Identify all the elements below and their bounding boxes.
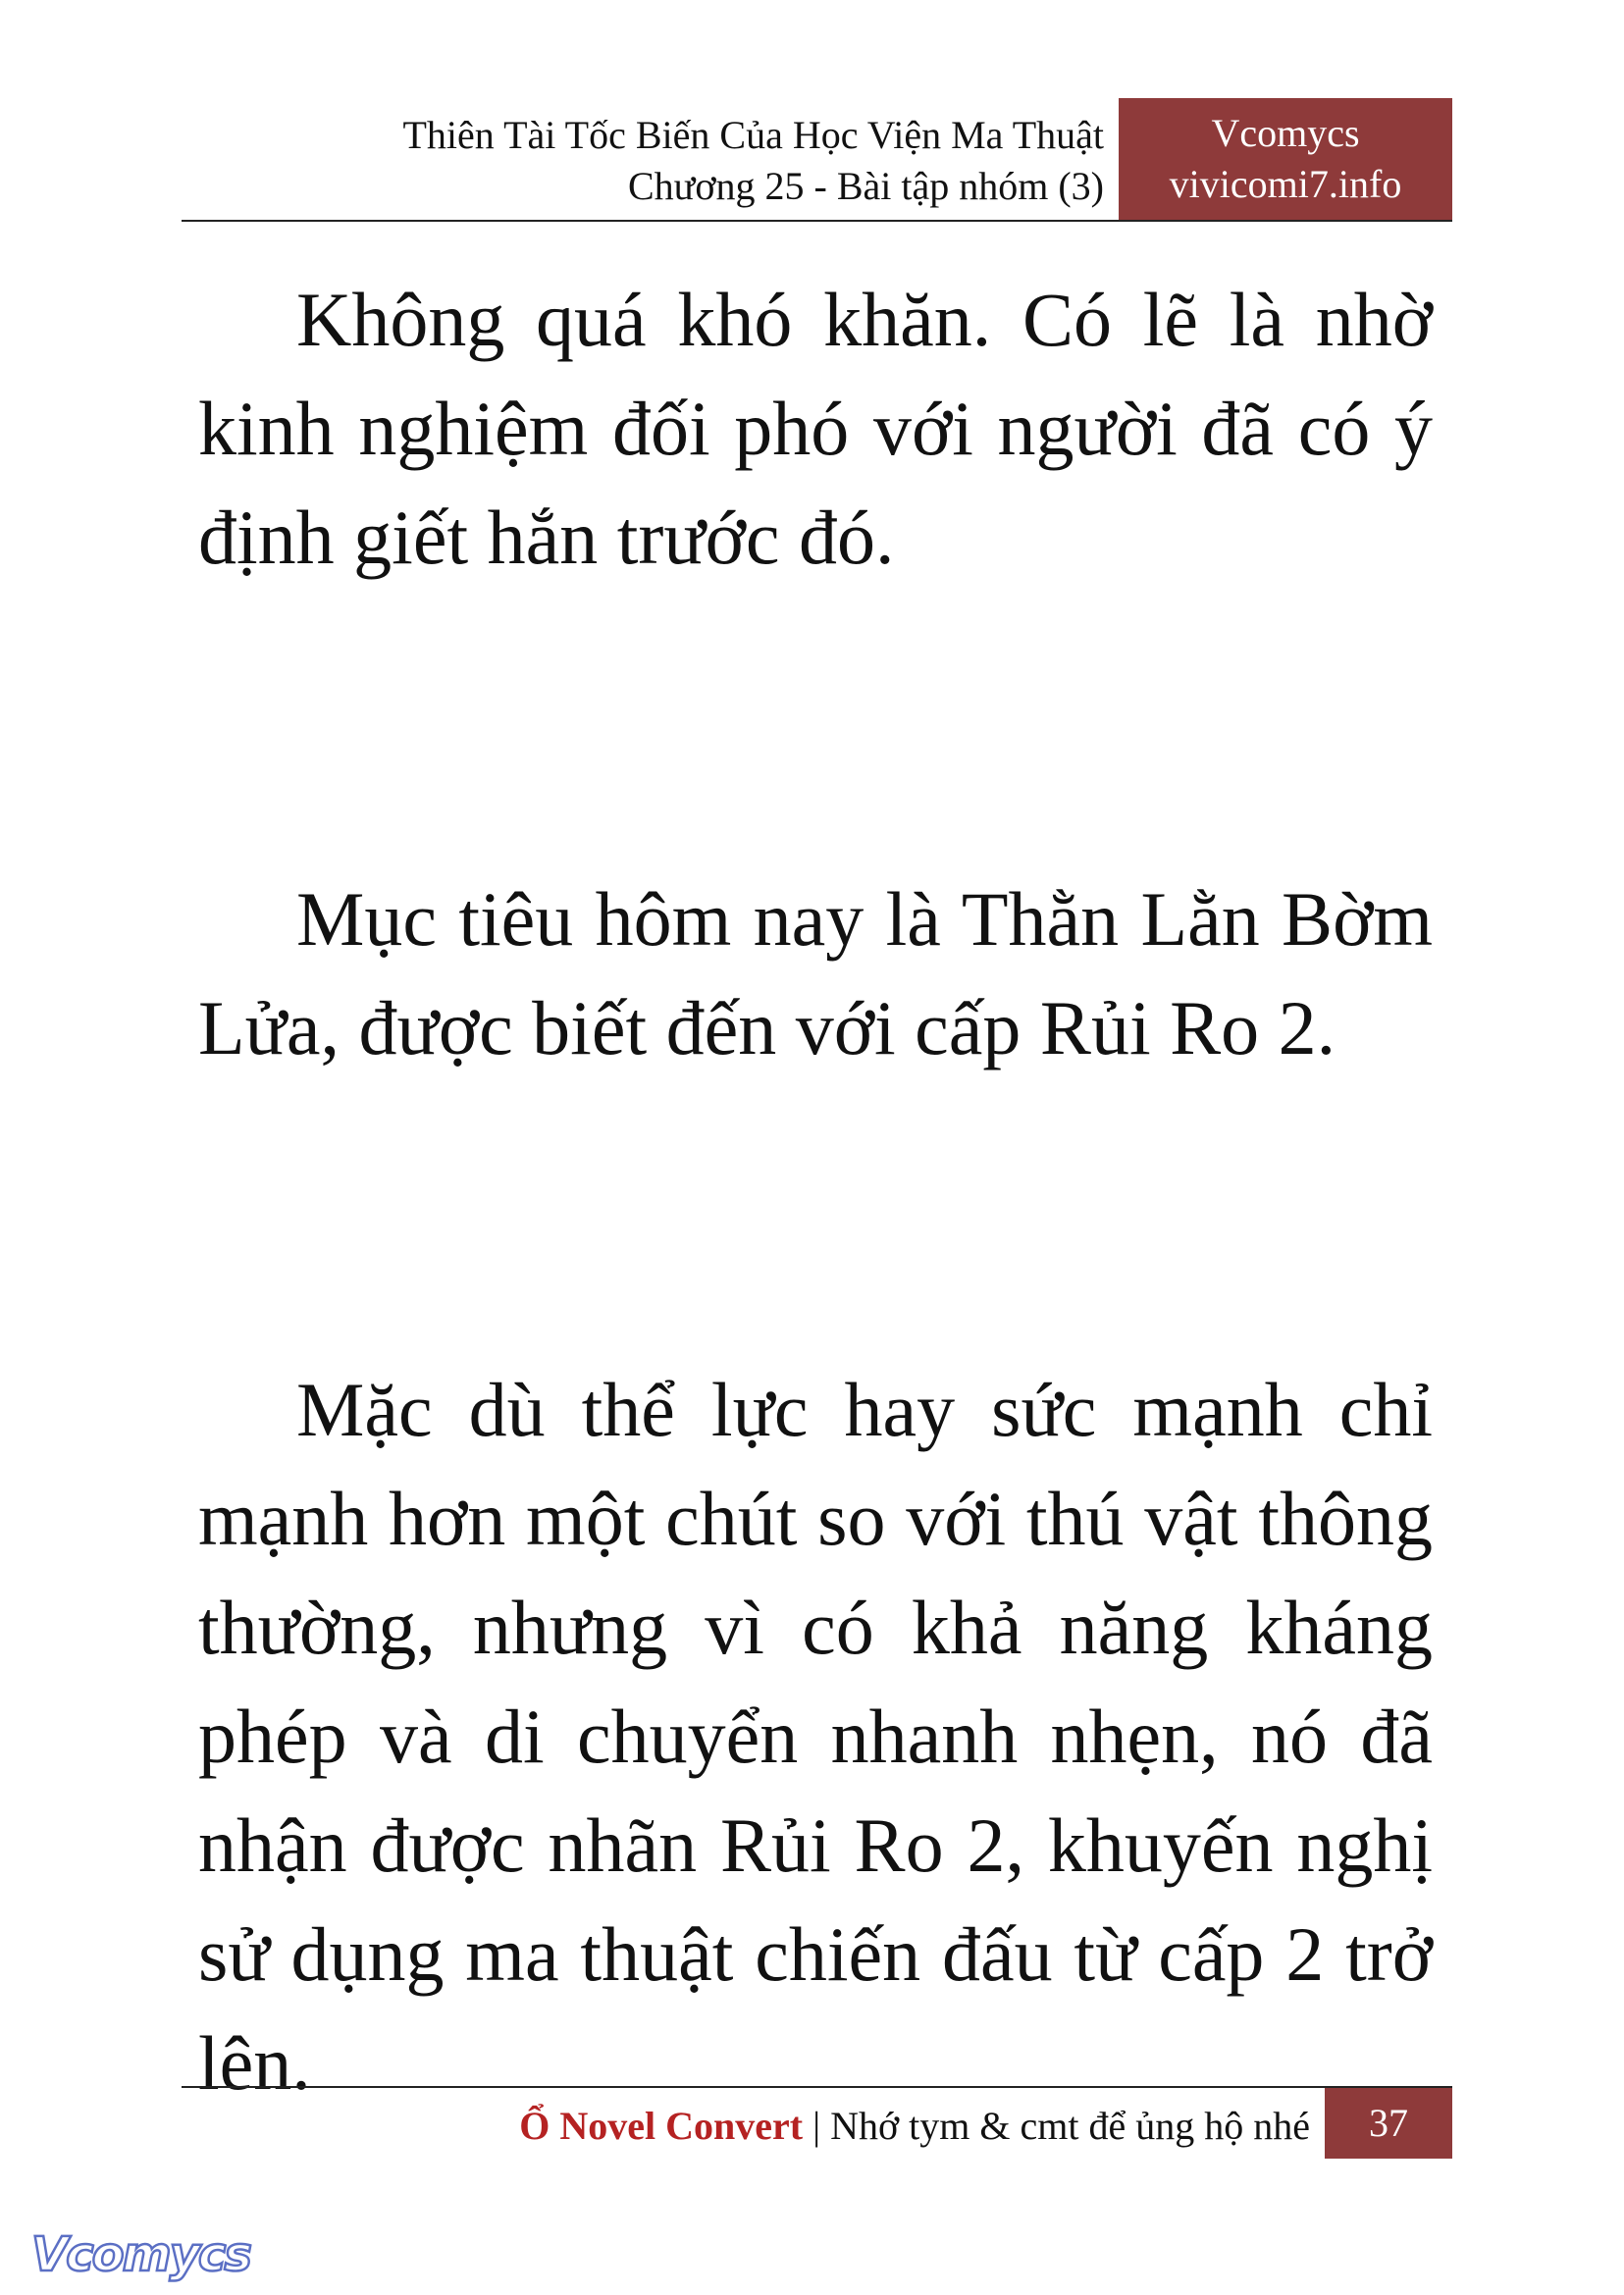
- footer-brand: Ổ Novel Convert: [519, 2104, 804, 2148]
- footer-separator: |: [803, 2104, 831, 2148]
- page-header: [182, 98, 1452, 222]
- badge-brand: Vcomycs: [1211, 111, 1360, 155]
- chapter-body: [198, 265, 1433, 2117]
- watermark-text: Vcomycs: [31, 2227, 250, 2282]
- footer-message: Nhớ tym & cmt để ủng hộ nhé: [830, 2104, 1310, 2148]
- page-footer: [182, 2086, 1452, 2159]
- page-number: 37: [1325, 2088, 1452, 2159]
- paragraph-2: Mục tiêu hôm nay là Thằn Lằn Bờm Lửa, được biết đến với cấp Rủi Ro 2.: [198, 876, 1433, 1070]
- paragraph-1: Không quá khó khăn. Có lẽ là nhờ kinh nghiệm đối phó với người đã có ý định giết hắn trước đó.: [198, 277, 1433, 580]
- chapter-title: Chương 25 - Bài tập nhóm (3): [628, 164, 1104, 208]
- footer-text: [519, 2102, 1310, 2151]
- book-title: Thiên Tài Tốc Biến Của Học Viện Ma Thuật: [402, 113, 1104, 157]
- paragraph-3: Mặc dù thể lực hay sức mạnh chỉ mạnh hơn một chút so với thú vật thông thường, nhưng vì có khả năng kháng phép và di chuyển nhanh nhẹn, nó đã nhận được nhãn Rủi Ro 2, khuyến nghị sử dụng ma thuật chiến đấu từ cấp 2 trở lên.: [198, 1367, 1433, 2106]
- vcomycs-watermark-logo: [27, 2221, 253, 2290]
- site-badge: [1119, 98, 1452, 220]
- header-titles: [403, 110, 1105, 212]
- badge-url: vivicomi7.info: [1169, 162, 1402, 206]
